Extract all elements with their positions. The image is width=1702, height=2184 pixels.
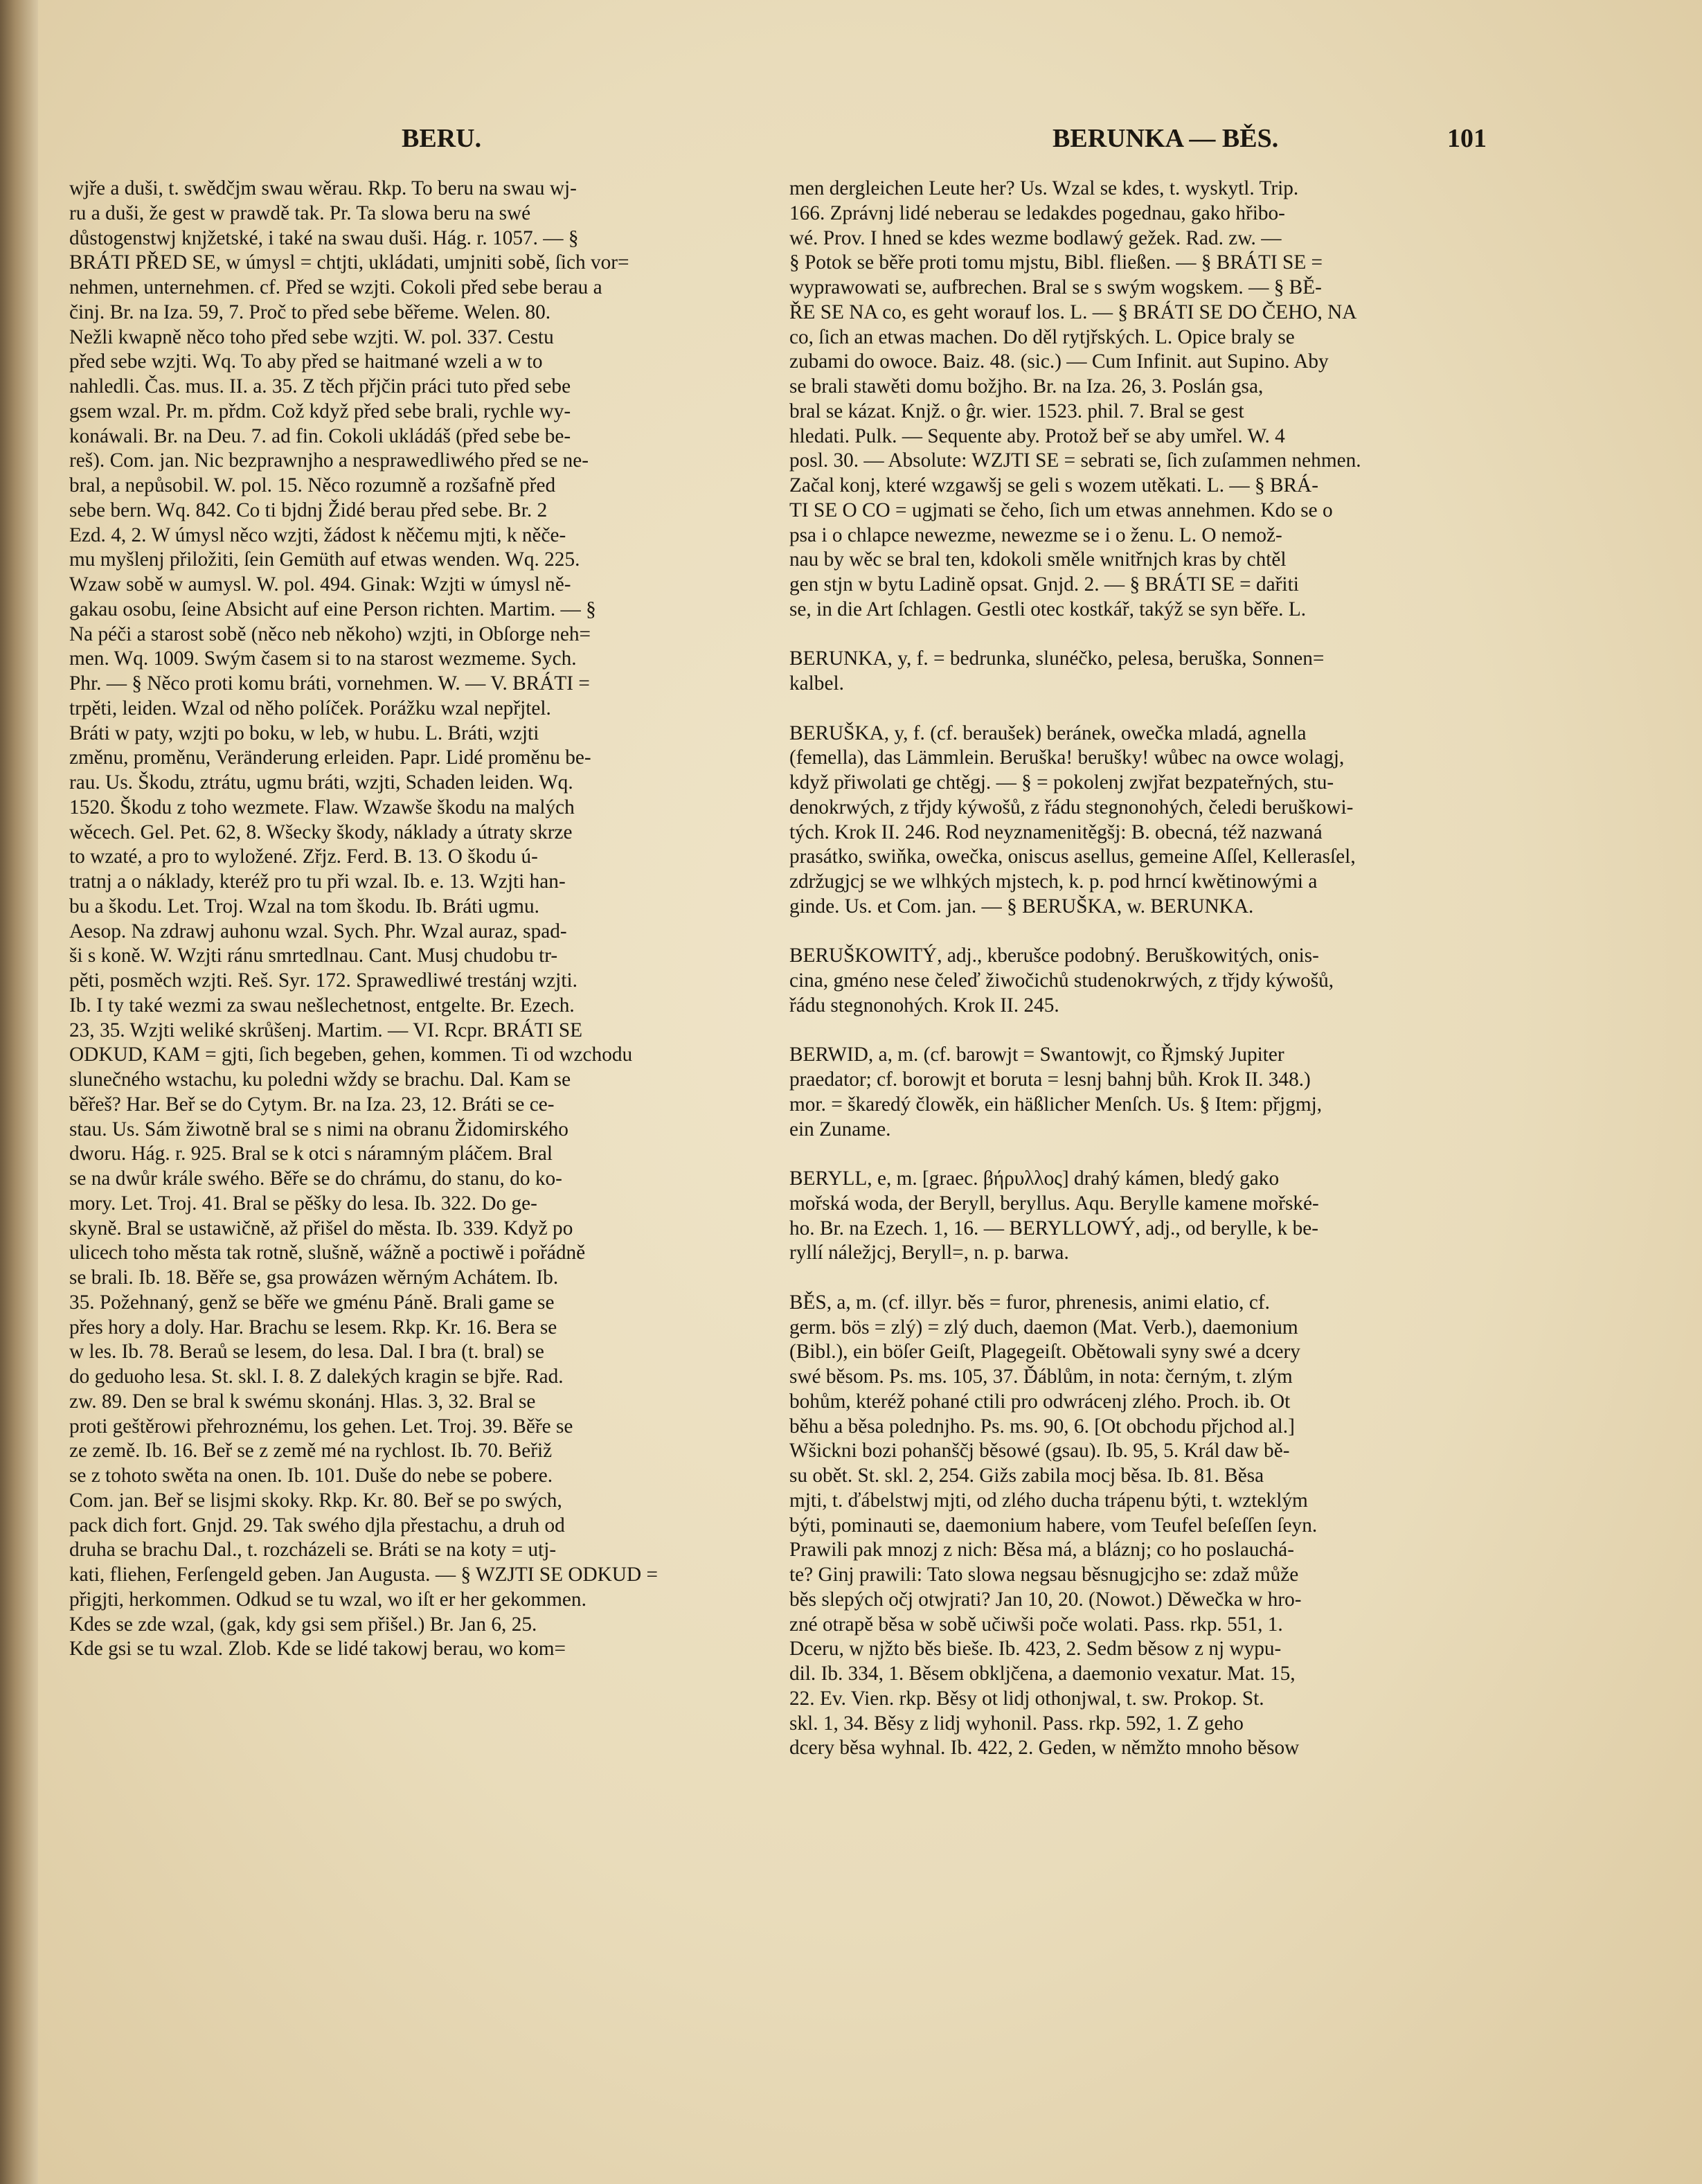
book-binding-shadow xyxy=(0,0,38,2184)
text-line: pack dich fort. Gnjd. 29. Tak swého djla přestachu, a druh od xyxy=(69,1514,565,1537)
text-line: kalbel. xyxy=(789,672,844,695)
right-column xyxy=(789,177,1492,2164)
text-line: Začal konj, které wzgawšj se geli s wozem utěkati. L. — § BRÁ- xyxy=(789,474,1318,496)
text-line: bohům, kteréž pohané ctili pro odwrácenj zlého. Proch. ib. Ot xyxy=(789,1390,1291,1413)
text-line: skl. 1, 34. Běsy z lidj wyhonil. Pass. rkp. 592, 1. Z geho xyxy=(789,1712,1244,1735)
text-line: mu myšlenj přiložiti, ſein Gemüth auf etwas wenden. Wq. 225. xyxy=(69,548,580,571)
text-line: BERUŠKA, y, f. (cf. beraušek) beránek, owečka mladá, agnella xyxy=(789,722,1307,744)
text-line: psa i o chlapce newezme, newezme se i o ženu. L. O nemož- xyxy=(789,523,1282,546)
text-line: ODKUD, KAM = gjti, ſich begeben, gehen, kommen. Ti od wzchodu xyxy=(69,1044,633,1066)
text-line: rau. Us. Škodu, ztrátu, ugmu bráti, wzjti, Schaden leiden. Wq. xyxy=(69,771,573,794)
text-line: to wzaté, a pro to wyložené. Zřjz. Ferd. B. 13. O škodu ú- xyxy=(69,845,538,868)
text-line: 22. Ev. Vien. rkp. Běsy ot lidj othonjwal, t. sw. Prokop. St. xyxy=(789,1687,1264,1710)
text-line: Ezd. 4, 2. W úmysl něco wzjti, žádost k něčemu mjti, k něče- xyxy=(69,523,566,546)
running-header xyxy=(69,123,1496,165)
text-line xyxy=(789,1266,1492,1291)
text-line: se, in die Art ſchlagen. Gestli otec kostkář, takýž se syn běře. L. xyxy=(789,598,1307,620)
text-line: Wzaw sobě w aumysl. W. pol. 494. Ginak: Wzjti w úmysl ně- xyxy=(69,573,571,596)
text-line: Ib. I ty také wezmi za swau nešlechetnost, entgelte. Br. Ezech. xyxy=(69,994,575,1017)
text-line: sebe bern. Wq. 842. Co ti bjdnj Židé berau před sebe. Br. 2 xyxy=(69,499,548,521)
text-line: Dceru, w njžto běs bieše. Ib. 423, 2. Sedm běsow z nj wypu- xyxy=(789,1638,1282,1661)
text-line: skyně. Bral se ustawičně, až přišel do města. Ib. 339. Když po xyxy=(69,1217,573,1239)
text-line: ši s koně. W. Wzjti ránu smrtedlnau. Cant. Musj chudobu tr- xyxy=(69,945,558,967)
text-line: zné otrapě běsa w sobě učiwši poče wolati. Pass. rkp. 551, 1. xyxy=(789,1613,1283,1636)
text-line: přigjti, herkommen. Odkud se tu wzal, wo iſt er her gekommen. xyxy=(69,1588,586,1611)
text-line: BERWID, a, m. (cf. barowjt = Swantowjt, co Řjmský Jupiter xyxy=(789,1044,1284,1066)
text-line: nahledli. Čas. mus. II. a. 35. Z těch přjčin práci tuto před sebe xyxy=(69,375,571,397)
text-line: nehmen, unternehmen. cf. Před se wzjti. Cokoli před sebe berau a xyxy=(69,276,602,298)
text-line: mjti, t. ďábelstwj mjti, od zlého ducha trápenu býti, t. wzteklým xyxy=(789,1489,1308,1512)
text-line: tých. Krok II. 246. Rod neyznamenitěgšj: B. obecná, též nazwaná xyxy=(789,821,1323,843)
text-line: běhu a běsa polednjho. Ps. ms. 90, 6. [Ot obchodu přjchod al.] xyxy=(789,1415,1295,1438)
text-line: proti geštěrowi přehroznému, los gehen. Let. Troj. 39. Běře se xyxy=(69,1415,573,1438)
text-line: cina, gméno nese čeleď žiwočichů studenokrwých, z třjdy kýwošů, xyxy=(789,969,1334,992)
text-line: se na dwůr krále swého. Běře se do chrámu, do stanu, do ko- xyxy=(69,1167,562,1190)
text-line: zdržugjcj se we wlhkých mjstech, k. p. pod hrncí kwětinowými a xyxy=(789,870,1318,893)
text-line: Na péči a starost sobě (něco neb někoho) wzjti, in Obſorge neh= xyxy=(69,623,591,645)
text-line: mory. Let. Troj. 41. Bral se pěšky do lesa. Ib. 322. Do ge- xyxy=(69,1192,537,1215)
text-line: býti, pominauti se, daemonium habere, vom Teufel beſeſſen ſeyn. xyxy=(789,1514,1318,1537)
text-line: se brali. Ib. 18. Běře se, gsa prowázen wěrným Achátem. Ib. xyxy=(69,1266,559,1289)
text-line: wé. Prov. I hned se kdes wezme bodlawý gežek. Rad. zw. — xyxy=(789,226,1282,249)
text-line: Nežli kwapně něco toho před sebe wzjti. W. pol. 337. Cestu xyxy=(69,325,554,348)
text-line: posl. 30. — Absolute: WZJTI SE = sebrati se, ſich zuſammen nehmen. xyxy=(789,449,1361,472)
text-line: ze země. Ib. 16. Beř se z země mé na rychlost. Ib. 70. Beřiž xyxy=(69,1440,553,1462)
text-line: se brali stawěti domu božjho. Br. na Iza. 26, 3. Poslán gsa, xyxy=(789,375,1264,397)
text-line: gen stjn w bytu Ladině opsat. Gnjd. 2. — § BRÁTI SE = dařiti xyxy=(789,573,1299,596)
text-line: dcery běsa wyhnal. Ib. 422, 2. Geden, w němžto mnoho běsow xyxy=(789,1737,1300,1760)
text-line: prasátko, swiňka, owečka, oniscus asellus, gemeine Aſſel, Kellerasſel, xyxy=(789,845,1356,868)
text-line: řádu stegnonohých. Krok II. 245. xyxy=(789,994,1059,1017)
text-line: (Bibl.), ein böſer Geiſt, Plagegeiſt. Obětowali syny swé a dcery xyxy=(789,1341,1300,1363)
text-line: BRÁTI PŘED SE, w úmysl = chtjti, ukládati, umjniti sobě, ſich vor= xyxy=(69,251,629,274)
text-line: Prawili pak mnozj z nich: Běsa má, a bláznj; co ho poslauchá- xyxy=(789,1539,1294,1561)
text-line: ryllí náležjcj, Beryll=, n. p. barwa. xyxy=(789,1242,1069,1264)
text-line: (femella), das Lämmlein. Beruška! berušky! wůbec na owce wolagj, xyxy=(789,746,1345,769)
text-line: gsem wzal. Pr. m. přdm. Což když před sebe brali, rychle wy- xyxy=(69,400,571,422)
text-line: do geduoho lesa. St. skl. I. 8. Z dalekých kragin se bjře. Rad. xyxy=(69,1366,564,1388)
text-line: ulicech toho města tak rotně, slušně, wážně a poctiwě i pořádně xyxy=(69,1242,586,1264)
text-line: swé běsom. Ps. ms. 105, 37. Ďáblům, in nota: černým, t. zlým xyxy=(789,1366,1293,1388)
left-column xyxy=(69,177,762,2164)
text-line: stau. Us. Sám žiwotně bral se s nimi na obranu Židomirského xyxy=(69,1118,568,1140)
text-line: men dergleichen Leute her? Us. Wzal se kdes, t. wyskytl. Trip. xyxy=(789,177,1299,199)
text-line: BĚS, a, m. (cf. illyr. běs = furor, phrenesis, animi elatio, cf. xyxy=(789,1291,1270,1314)
text-line xyxy=(789,697,1492,722)
text-line: germ. bös = zlý) = zlý duch, daemon (Mat. Verb.), daemonium xyxy=(789,1316,1298,1339)
text-line: BERUNKA, y, f. = bedrunka, slunéčko, pelesa, beruška, Sonnen= xyxy=(789,647,1325,670)
text-line: činj. Br. na Iza. 59, 7. Proč to před sebe běřeme. Welen. 80. xyxy=(69,301,551,323)
text-line: mor. = škaredý člowěk, ein häßlicher Menſch. Us. § Item: přjgmj, xyxy=(789,1093,1323,1116)
text-line: Com. jan. Beř se lisjmi skoky. Rkp. Kr. 80. Beř se po swých, xyxy=(69,1489,562,1512)
text-line: hledati. Pulk. — Sequente aby. Protož beř se aby umřel. W. 4 xyxy=(789,424,1285,447)
text-line xyxy=(789,920,1492,945)
text-line: 23, 35. Wzjti weliké skrůšenj. Martim. — VI. Rcpr. BRÁTI SE xyxy=(69,1019,583,1041)
text-line: dil. Ib. 334, 1. Běsem obkljčena, a daemonio vexatur. Mat. 15, xyxy=(789,1663,1296,1685)
text-line: wyprawowati se, aufbrechen. Bral se s swým wogskem. — § BĚ- xyxy=(789,276,1322,298)
text-line: konáwali. Br. na Deu. 7. ad fin. Cokoli ukládáš (před sebe be- xyxy=(69,424,571,447)
text-line: Aesop. Na zdrawj auhonu wzal. Sych. Phr. Wzal auraz, spad- xyxy=(69,920,567,942)
text-line: ho. Br. na Ezech. 1, 16. — BERYLLOWÝ, adj., od berylle, k be- xyxy=(789,1217,1318,1239)
text-line: bral, a nepůsobil. W. pol. 15. Něco rozumně a rozšafně před xyxy=(69,474,556,496)
text-line: dworu. Hág. r. 925. Bral se k otci s náramným pláčem. Bral xyxy=(69,1143,553,1165)
text-line: su obět. St. skl. 2, 254. Gižs zabila mocj běsa. Ib. 81. Běsa xyxy=(789,1465,1264,1487)
text-line: změnu, proměnu, Veränderung erleiden. Papr. Lidé proměnu be- xyxy=(69,746,591,769)
text-line xyxy=(789,1019,1492,1044)
text-line xyxy=(789,1142,1492,1167)
text-line: reš). Com. jan. Nic bezprawnjho a nesprawedliwého před se ne- xyxy=(69,449,589,472)
text-line: slunečného wstachu, ku poledni wždy se brachu. Dal. Kam se xyxy=(69,1068,571,1091)
text-line: druha se brachu Dal., t. rozcházeli se. Bráti se na koty = utj- xyxy=(69,1539,557,1561)
text-line: denokrwých, z třjdy kýwošů, z řádu stegnonohých, čeledi beruškowi- xyxy=(789,796,1354,818)
text-line: praedator; cf. borowjt et boruta = lesnj bahnj bůh. Krok II. 348.) xyxy=(789,1068,1311,1091)
text-line: Wšickni bozi pohanščj běsowé (gsau). Ib. 95, 5. Král daw bě- xyxy=(789,1440,1290,1462)
text-line: bral se kázat. Knjž. o ĝr. wier. 1523. phil. 7. Bral se gest xyxy=(789,400,1244,422)
text-line: běřeš? Har. Beř se do Cytym. Br. na Iza. 23, 12. Bráti se ce- xyxy=(69,1093,555,1116)
text-line: 35. Požehnaný, genž se běře we gménu Páně. Brali game se xyxy=(69,1291,555,1314)
text-line: Kde gsi se tu wzal. Zlob. Kde se lidé takowj berau, wo kom= xyxy=(69,1638,566,1661)
text-line: zubami do owoce. Baiz. 48. (sic.) — Cum Infinit. aut Supino. Aby xyxy=(789,350,1329,373)
text-line: Bráti w paty, wzjti po boku, w leb, w hubu. L. Bráti, wzjti xyxy=(69,722,539,744)
text-line: wěcech. Gel. Pet. 62, 8. Wšecky škody, náklady a útraty skrze xyxy=(69,821,573,843)
text-line: se z tohoto swěta na onen. Ib. 101. Duše do nebe se pobere. xyxy=(69,1465,553,1487)
text-line: zw. 89. Den se bral k swému skonánj. Hlas. 3, 32. Bral se xyxy=(69,1390,536,1413)
text-line: před sebe wzjti. Wq. To aby před se haitmané wzeli a w to xyxy=(69,350,543,373)
text-line: BERUŠKOWITÝ, adj., kberušce podobný. Beruškowitých, onis- xyxy=(789,945,1319,967)
text-line: te? Ginj prawili: Tato slowa negsau běsnugjcjho se: zdaž může xyxy=(789,1564,1299,1586)
text-line: důstogenstwj knjžetské, i také na swau duši. Hág. r. 1057. — § xyxy=(69,226,579,249)
text-line: pěti, posměch wzjti. Reš. Syr. 172. Sprawedliwé trestánj wzjti. xyxy=(69,969,577,992)
text-line: tratnj a o náklady, kteréž pro tu při wzal. Ib. e. 13. Wzjti han- xyxy=(69,870,566,893)
text-line: běs slepých očj otwjrati? Jan 10, 20. (Nowot.) Děwečka w hro- xyxy=(789,1588,1302,1611)
text-line: když přiwolati ge chtěgj. — § = pokolenj zwjřat bezpateřných, stu- xyxy=(789,771,1334,794)
text-line: ru a duši, že gest w prawdě tak. Pr. Ta slowa beru na swé xyxy=(69,202,531,224)
text-line: men. Wq. 1009. Swým časem si to na starost wezmeme. Sych. xyxy=(69,647,577,670)
text-line: 1520. Škodu z toho wezmete. Flaw. Wzawše škodu na malých xyxy=(69,796,575,818)
left-running-head: BERU. xyxy=(402,124,482,153)
text-line: 166. Zprávnj lidé neberau se ledakdes pogednau, gako hřibo- xyxy=(789,202,1285,224)
text-line: Kdes se zde wzal, (gak, kdy gsi sem přišel.) Br. Jan 6, 25. xyxy=(69,1613,537,1636)
text-line: mořská woda, der Beryll, beryllus. Aqu. Berylle kamene mořské- xyxy=(789,1192,1319,1215)
text-line: Phr. — § Něco proti komu bráti, vornehmen. W. — V. BRÁTI = xyxy=(69,672,590,695)
text-line: kati, fliehen, Ferſengeld geben. Jan Augusta. — § WZJTI SE ODKUD = xyxy=(69,1564,658,1586)
text-line: § Potok se běře proti tomu mjstu, Bibl. fließen. — § BRÁTI SE = xyxy=(789,251,1323,274)
right-running-head: BERUNKA — BĚS. xyxy=(1052,124,1279,153)
text-line: ein Zuname. xyxy=(789,1118,891,1140)
text-line: w les. Ib. 78. Beraů se lesem, do lesa. Dal. I bra (t. bral) se xyxy=(69,1341,544,1363)
text-line: ginde. Us. et Com. jan. — § BERUŠKA, w. BERUNKA. xyxy=(789,895,1254,918)
text-line: trpěti, leiden. Wzal od něho políček. Porážku wzal nepřjtel. xyxy=(69,697,551,719)
text-line: TI SE O CO = ugjmati se čeho, ſich um etwas annehmen. Kdo se o xyxy=(789,499,1333,521)
text-line xyxy=(789,623,1492,647)
text-line: bu a škodu. Let. Troj. Wzal na tom škodu. Ib. Bráti ugmu. xyxy=(69,895,539,918)
text-line: wjře a duši, t. swědčjm swau wěrau. Rkp. To beru na swau wj- xyxy=(69,177,577,199)
text-line: gakau osobu, ſeine Absicht auf eine Person richten. Martim. — § xyxy=(69,598,596,620)
page-number: 101 xyxy=(1447,124,1487,153)
text-line: nau by wěc se bral ten, kdokoli směle wnitřnjch kras by chtěl xyxy=(789,548,1287,571)
text-line: ŘE SE NA co, es geht worauf los. L. — § BRÁTI SE DO ČEHO, NA xyxy=(789,301,1357,323)
text-line: co, ſich an etwas machen. Do děl rytjřských. L. Opice braly se xyxy=(789,325,1295,348)
text-line: přes hory a doly. Har. Brachu se lesem. Rkp. Kr. 16. Bera se xyxy=(69,1316,557,1339)
text-line: BERYLL, e, m. [graec. βήρυλλος] drahý kámen, bledý gako xyxy=(789,1167,1280,1190)
